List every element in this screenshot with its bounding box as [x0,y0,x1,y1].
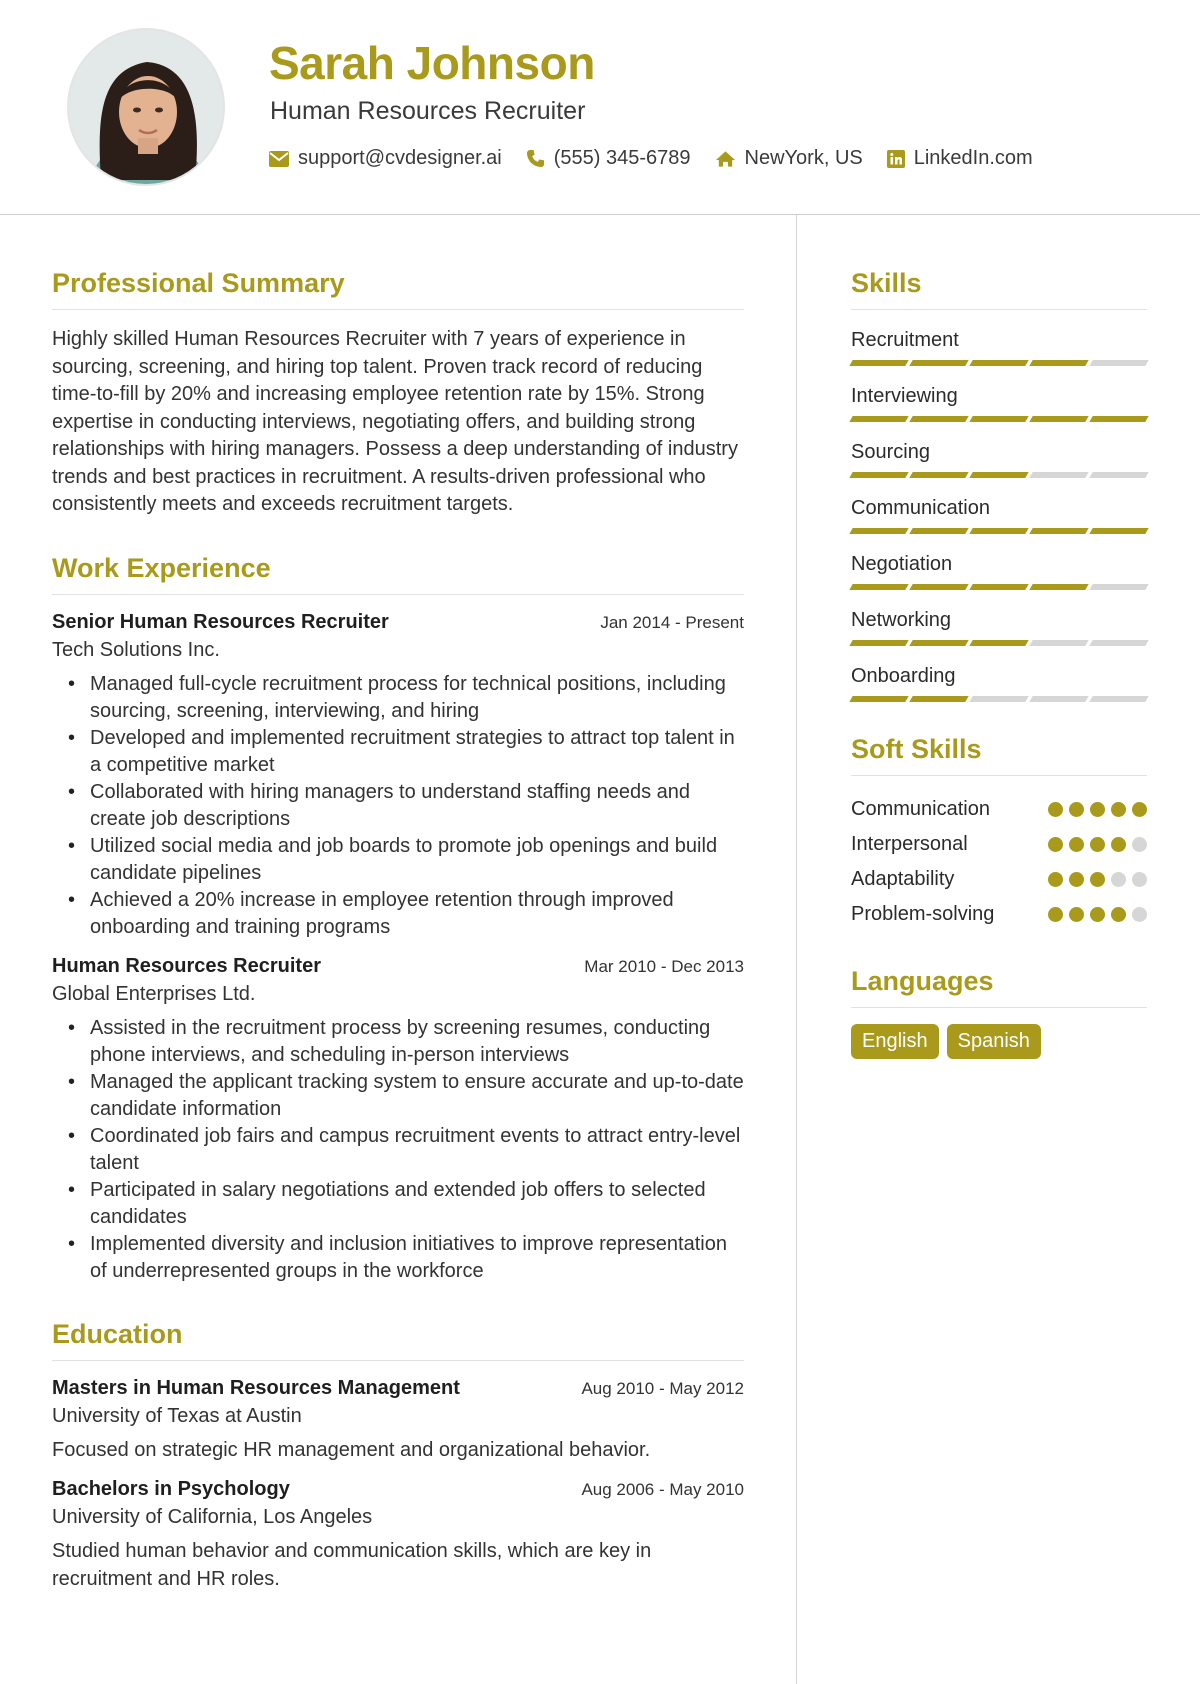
rating-dot [1090,837,1105,852]
soft-skill-name: Problem-solving [851,903,995,925]
skill-item [851,326,1147,366]
rating-dot [1111,837,1126,852]
skills-list [851,326,1147,702]
skill-item [851,550,1147,590]
job-bullets [52,671,744,941]
rating-dot [1048,907,1063,922]
skill-level-segment [1029,416,1088,422]
rating-dot [1132,802,1147,817]
main-column [52,268,744,1593]
education-heading: Education [52,1319,744,1361]
soft-skill-rating [1048,802,1147,817]
skill-level-segment [849,472,908,478]
contact-phone-text: (555) 345-6789 [553,147,691,169]
contact-email-text: support@cvdesigner.ai [298,147,502,169]
rating-dot [1069,872,1084,887]
job-bullet: • Managed the applicant tracking system to ensure accurate and up-to-date candidate information [90,1069,744,1123]
skill-level-segment [909,416,968,422]
soft-skill-item [851,862,1147,897]
soft-skills-list [851,792,1147,932]
rating-dot [1111,872,1126,887]
job-bullet: • Collaborated with hiring managers to understand staffing needs and create job descriptions [90,779,744,833]
contact-list [269,147,1057,170]
experience-heading: Work Experience [52,553,744,595]
skill-name: Communication [851,497,990,519]
education-entry [52,1478,744,1593]
job-bullet: • Participated in salary negotiations and extended job offers to selected candidates [90,1177,744,1231]
candidate-name: Sarah Johnson [269,37,595,89]
skill-item [851,662,1147,702]
skill-level-segment [969,584,1028,590]
job-company: Tech Solutions Inc. [52,638,220,661]
skill-level-segment [849,584,908,590]
education-entry [52,1377,744,1464]
language-tag: English [851,1024,939,1059]
education-school: University of Texas at Austin [52,1404,302,1427]
summary-heading: Professional Summary [52,268,744,310]
job-entry [52,611,744,941]
soft-skill-item [851,827,1147,862]
rating-dot [1090,872,1105,887]
column-divider [796,215,797,1684]
skill-level-segment [909,640,968,646]
languages-list [851,1024,1147,1059]
contact-phone[interactable] [526,147,691,170]
job-bullet: • Utilized social media and job boards to promote job openings and build candidate pipelines [90,833,744,887]
soft-skill-name: Interpersonal [851,833,968,855]
skill-level-segment [1029,472,1088,478]
job-bullet: • Managed full-cycle recruitment process for technical positions, including sourcing, screening, interviewing, and hiring [90,671,744,725]
skill-name: Networking [851,609,952,631]
education-date: Aug 2010 - May 2012 [581,1378,744,1398]
skill-item [851,382,1147,422]
soft-skill-rating [1048,872,1147,887]
skill-level-bar [851,416,1147,422]
phone-icon [526,149,545,168]
summary-section [52,268,744,519]
skill-level-segment [1089,416,1148,422]
contact-location [715,147,863,170]
summary-text: Highly skilled Human Resources Recruiter with 7 years of experience in sourcing, screening, and hiring top talent. Proven track record of reducing time-to-fill by 20% and increasing employee retention rate by 15%. Strong expertise in conducting interviews, negotiating offers, and building strong relationships with hiring managers. Possess a deep understanding of industry trends and best practices in recruitment. A results-driven professional who consistently meets and exceeds recruitment targets. [52,328,738,515]
skill-level-segment [1029,584,1088,590]
soft-skill-item [851,792,1147,827]
rating-dot [1048,872,1063,887]
skill-level-segment [1029,360,1088,366]
skill-name: Sourcing [851,441,930,463]
education-school: University of California, Los Angeles [52,1505,373,1528]
skill-level-segment [1089,360,1148,366]
rating-dot [1048,837,1063,852]
skill-level-segment [969,360,1028,366]
soft-skill-name: Adaptability [851,868,955,890]
skill-level-segment [909,472,968,478]
languages-heading: Languages [851,966,1147,1008]
rating-dot [1111,907,1126,922]
contact-linkedin-text: LinkedIn.com [913,147,1033,169]
skill-level-segment [1089,696,1148,702]
skill-level-bar [851,528,1147,534]
skill-level-segment [849,640,908,646]
skill-level-segment [1089,472,1148,478]
skill-level-segment [1089,584,1148,590]
skill-level-segment [849,360,908,366]
soft-skills-section [851,734,1147,932]
skill-item [851,494,1147,534]
skill-name: Interviewing [851,385,958,407]
job-bullet: • Developed and implemented recruitment strategies to attract top talent in a competitive market [90,725,744,779]
job-bullets [52,1015,744,1285]
language-tag: Spanish [947,1024,1041,1059]
rating-dot [1111,802,1126,817]
skill-level-segment [909,584,968,590]
education-description: Focused on strategic HR management and organizational behavior. [52,1438,651,1461]
education-date: Aug 2006 - May 2010 [581,1479,744,1499]
contact-location-text: NewYork, US [744,147,863,169]
skill-level-segment [849,528,908,534]
rating-dot [1069,802,1084,817]
side-column [851,268,1147,1059]
skill-level-bar [851,640,1147,646]
home-icon [715,150,736,168]
skill-level-segment [969,696,1028,702]
soft-skill-rating [1048,837,1147,852]
skill-level-segment [969,472,1028,478]
contact-email[interactable] [269,147,502,170]
rating-dot [1069,837,1084,852]
skill-level-segment [909,696,968,702]
languages-section [851,966,1147,1059]
job-date: Mar 2010 - Dec 2013 [584,956,744,976]
skill-name: Recruitment [851,329,959,351]
skill-item [851,438,1147,478]
education-description: Studied human behavior and communication skills, which are key in recruitment and HR roles. [52,1539,652,1590]
skill-level-segment [969,416,1028,422]
job-bullet: • Implemented diversity and inclusion initiatives to improve representation of underrepresented groups in the workforce [90,1231,744,1285]
skill-level-segment [909,360,968,366]
soft-skill-name: Communication [851,798,990,820]
skill-level-segment [1089,640,1148,646]
skills-section [851,268,1147,702]
rating-dot [1090,907,1105,922]
job-bullet: • Achieved a 20% increase in employee retention through improved onboarding and training programs [90,887,744,941]
contact-linkedin[interactable] [887,147,1033,170]
job-bullet: • Coordinated job fairs and campus recruitment events to attract entry-level talent [90,1123,744,1177]
education-degree: Masters in Human Resources Management [52,1376,460,1399]
candidate-title: Human Resources Recruiter [270,97,586,125]
rating-dot [1132,872,1147,887]
rating-dot [1132,837,1147,852]
skill-name: Negotiation [851,553,953,575]
envelope-icon [269,151,289,167]
job-date: Jan 2014 - Present [600,612,744,632]
skill-level-segment [909,528,968,534]
rating-dot [1069,907,1084,922]
job-company: Global Enterprises Ltd. [52,982,256,1005]
skill-level-segment [1029,696,1088,702]
rating-dot [1090,802,1105,817]
experience-section [52,553,744,1285]
skill-level-segment [849,416,908,422]
skill-level-segment [1089,528,1148,534]
skill-level-segment [969,528,1028,534]
skill-level-bar [851,584,1147,590]
skill-name: Onboarding [851,665,956,687]
soft-skill-rating [1048,907,1147,922]
rating-dot [1048,802,1063,817]
profile-photo [69,30,225,186]
job-entry [52,955,744,1285]
skill-level-bar [851,360,1147,366]
job-bullet: • Assisted in the recruitment process by screening resumes, conducting phone interviews, and scheduling in-person interviews [90,1015,744,1069]
skill-level-segment [969,640,1028,646]
job-role: Senior Human Resources Recruiter [52,610,389,633]
resume-header [0,0,1200,215]
job-role: Human Resources Recruiter [52,954,321,977]
skill-level-segment [1029,528,1088,534]
skill-level-segment [1029,640,1088,646]
skill-level-bar [851,696,1147,702]
soft-skill-item [851,897,1147,932]
rating-dot [1132,907,1147,922]
skills-heading: Skills [851,268,1147,310]
linkedin-icon [887,150,905,168]
education-degree: Bachelors in Psychology [52,1477,290,1500]
soft-skills-heading: Soft Skills [851,734,1147,776]
skill-level-segment [849,696,908,702]
avatar [67,28,225,186]
skill-level-bar [851,472,1147,478]
skill-item [851,606,1147,646]
education-section [52,1319,744,1593]
